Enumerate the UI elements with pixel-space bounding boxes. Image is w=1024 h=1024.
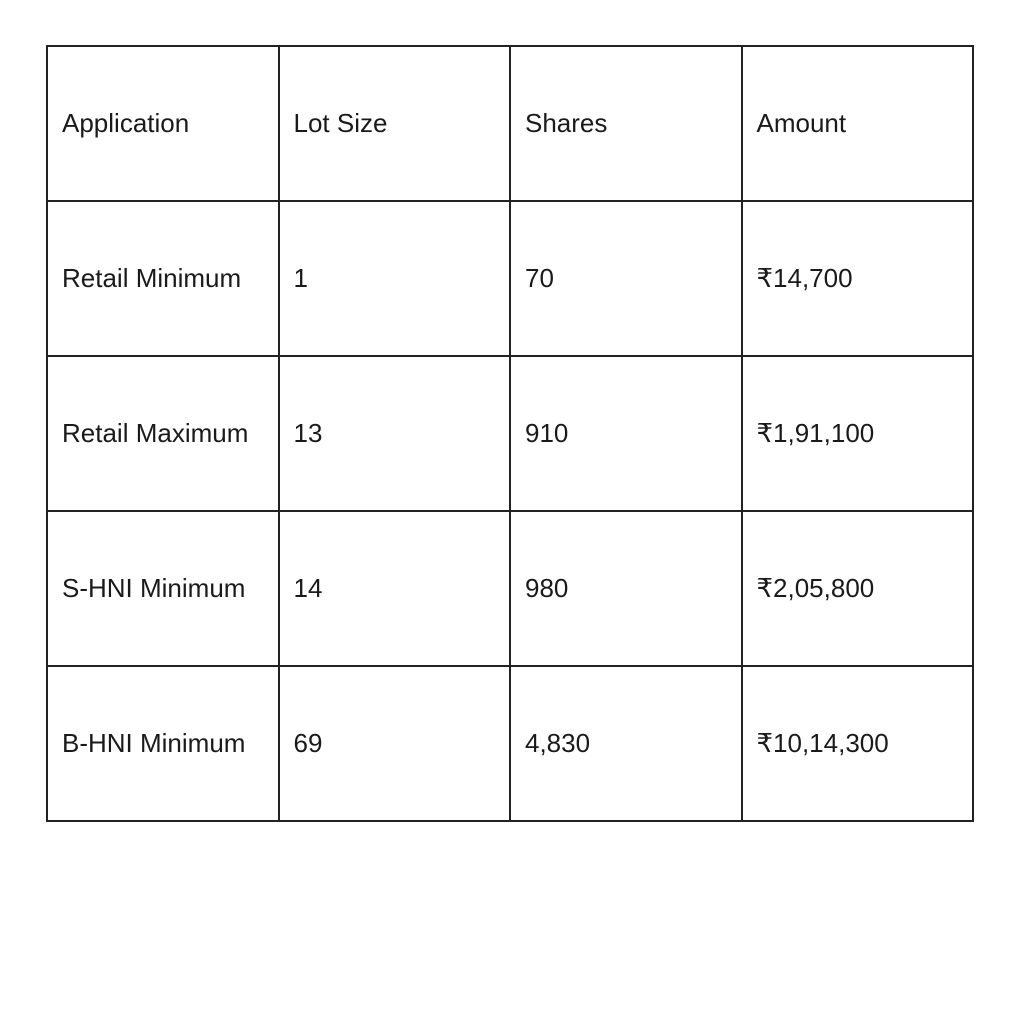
cell-shares: 70 — [510, 201, 742, 356]
cell-amount: ₹2,05,800 — [742, 511, 974, 666]
header-application: Application — [47, 46, 279, 201]
cell-amount: ₹10,14,300 — [742, 666, 974, 821]
header-lot-size: Lot Size — [279, 46, 511, 201]
cell-shares: 980 — [510, 511, 742, 666]
table-header-row — [47, 46, 973, 201]
table-row — [47, 511, 973, 666]
cell-lot-size: 69 — [279, 666, 511, 821]
cell-lot-size: 13 — [279, 356, 511, 511]
table-row — [47, 356, 973, 511]
cell-amount: ₹14,700 — [742, 201, 974, 356]
table-row — [47, 666, 973, 821]
table-row — [47, 201, 973, 356]
cell-shares: 910 — [510, 356, 742, 511]
cell-application: B-HNI Minimum — [47, 666, 279, 821]
cell-application: Retail Minimum — [47, 201, 279, 356]
header-shares: Shares — [510, 46, 742, 201]
cell-lot-size: 1 — [279, 201, 511, 356]
cell-application: S-HNI Minimum — [47, 511, 279, 666]
cell-amount: ₹1,91,100 — [742, 356, 974, 511]
lot-size-table — [46, 45, 974, 822]
cell-shares: 4,830 — [510, 666, 742, 821]
cell-application: Retail Maximum — [47, 356, 279, 511]
header-amount: Amount — [742, 46, 974, 201]
cell-lot-size: 14 — [279, 511, 511, 666]
